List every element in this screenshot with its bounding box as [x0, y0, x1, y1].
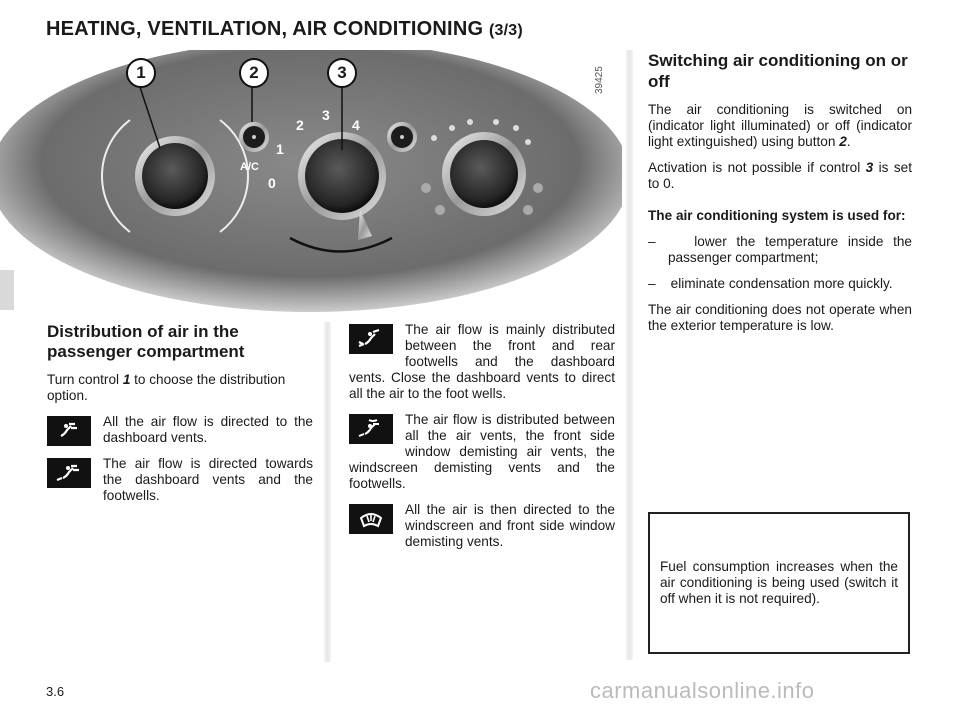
page-number: 3.6 — [46, 684, 65, 699]
column-divider — [626, 50, 633, 660]
control-panel-illustration — [0, 50, 622, 312]
distribution-heading: Distribution of air in the passenger compartment — [47, 322, 245, 361]
watermark: carmanualsonline.info — [590, 678, 815, 703]
ac-heading: Switching air conditioning on or off — [648, 51, 908, 91]
ac-section — [648, 50, 912, 334]
dashboard-footwell-icon — [47, 458, 91, 488]
speed-mark-1: 1 — [276, 141, 284, 157]
ac-uses-heading: The air conditioning system is used for: — [648, 208, 906, 223]
figure-code: 39425 — [594, 66, 605, 94]
ac-use-item: – lower the temperature inside the passenger compartment; — [648, 234, 912, 265]
distribution-section-cont — [349, 322, 615, 550]
speed-mark-0: 0 — [268, 175, 276, 191]
ac-use-item: – eliminate condensation more quickly. — [648, 276, 893, 291]
ac-button-label: A/C — [240, 161, 259, 173]
ac-paragraph-3: The air conditioning does not operate when the exterior temperature is low. — [648, 302, 912, 333]
all-vents-icon — [349, 414, 393, 444]
column-divider — [324, 322, 331, 662]
front-rear-footwell-icon — [349, 324, 393, 354]
mode-text: All the air is then directed to the windscreen and front side window demisting vents. — [405, 502, 615, 549]
windscreen-demist-icon — [349, 504, 393, 534]
distribution-section — [47, 322, 313, 504]
speed-mark-4: 4 — [352, 117, 360, 133]
fuel-note-box — [648, 512, 910, 654]
speed-mark-3: 3 — [322, 107, 330, 123]
mode-text: The air flow is mainly distributed between the front and rear footwells and the dashboard vents. Close the dashboard vents to direct all the air to the foot wells. — [349, 322, 615, 401]
mode-item — [349, 412, 615, 492]
mode-text: All the air flow is directed to the dashboard vents. — [103, 414, 313, 445]
ac-paragraph-2: Activation is not possible if control 3 is set to 0. — [648, 160, 912, 191]
mode-item — [47, 414, 313, 446]
mode-item — [47, 456, 313, 504]
mode-text: The air flow is distributed between all the air vents, the front side window demisting air vents, the windscreen demisting vents and the footwells. — [349, 412, 615, 491]
ac-paragraph-1: The air conditioning is switched on (indicator light illuminated) or off (indicator light extinguished) using button 2. — [648, 102, 912, 149]
dashboard-vents-icon — [47, 416, 91, 446]
mode-text: The air flow is directed towards the dashboard vents and the footwells. — [103, 456, 313, 503]
mode-item — [349, 322, 615, 402]
mode-item — [349, 502, 615, 550]
page-title — [46, 18, 523, 41]
callout-2: 2 — [239, 58, 269, 88]
callout-3: 3 — [327, 58, 357, 88]
callout-1: 1 — [126, 58, 156, 88]
speed-mark-2: 2 — [296, 117, 304, 133]
distribution-intro: Turn control 1 to choose the distribution option. — [47, 372, 286, 403]
title-part: (3/3) — [489, 22, 523, 39]
title-text: HEATING, VENTILATION, AIR CONDITIONING — [46, 18, 484, 40]
fuel-note-text: Fuel consumption increases when the air conditioning is being used (switch it off when it is not required). — [660, 559, 898, 606]
